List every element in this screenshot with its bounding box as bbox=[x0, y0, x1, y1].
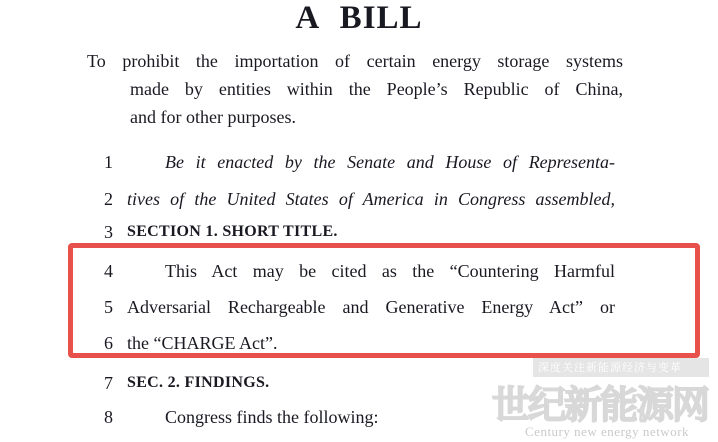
section-heading: SECTION 1. SHORT TITLE. bbox=[127, 223, 338, 240]
line-number: 7 bbox=[104, 373, 113, 393]
preamble-line-2: made by entities within the People’s Republic of China, bbox=[130, 79, 623, 99]
line-number: 1 bbox=[104, 152, 113, 172]
preamble-line-3: and for other purposes. bbox=[130, 107, 296, 127]
body-line: the “CHARGE Act”. bbox=[127, 333, 278, 353]
preamble-line-1: To prohibit the importation of certain energy storage systems bbox=[87, 51, 623, 71]
line-number: 4 bbox=[104, 261, 113, 281]
line-number: 2 bbox=[104, 189, 113, 209]
watermark-tagline: 深度关注新能源经济与变革 bbox=[531, 358, 709, 377]
body-line: Adversarial Rechargeable and Generative Energy Act” or bbox=[127, 297, 615, 317]
body-line: Be it enacted by the Senate and House of Representa- bbox=[165, 152, 615, 172]
line-number: 5 bbox=[104, 297, 113, 317]
line-number: 8 bbox=[104, 407, 113, 427]
line-number: 3 bbox=[104, 222, 113, 242]
body-line: This Act may be cited as the “Countering Harmful bbox=[165, 261, 615, 281]
line-number: 6 bbox=[104, 333, 113, 353]
watermark-brand-english: Century new energy network bbox=[525, 424, 690, 439]
watermark-brand-chinese: 世纪新能源网 bbox=[492, 383, 709, 427]
section-heading: SEC. 2. FINDINGS. bbox=[127, 374, 270, 391]
bill-title: A BILL bbox=[295, 0, 423, 36]
body-line: Congress finds the following: bbox=[165, 407, 379, 427]
body-line: tives of the United States of America in Congress assembled, bbox=[127, 189, 615, 209]
